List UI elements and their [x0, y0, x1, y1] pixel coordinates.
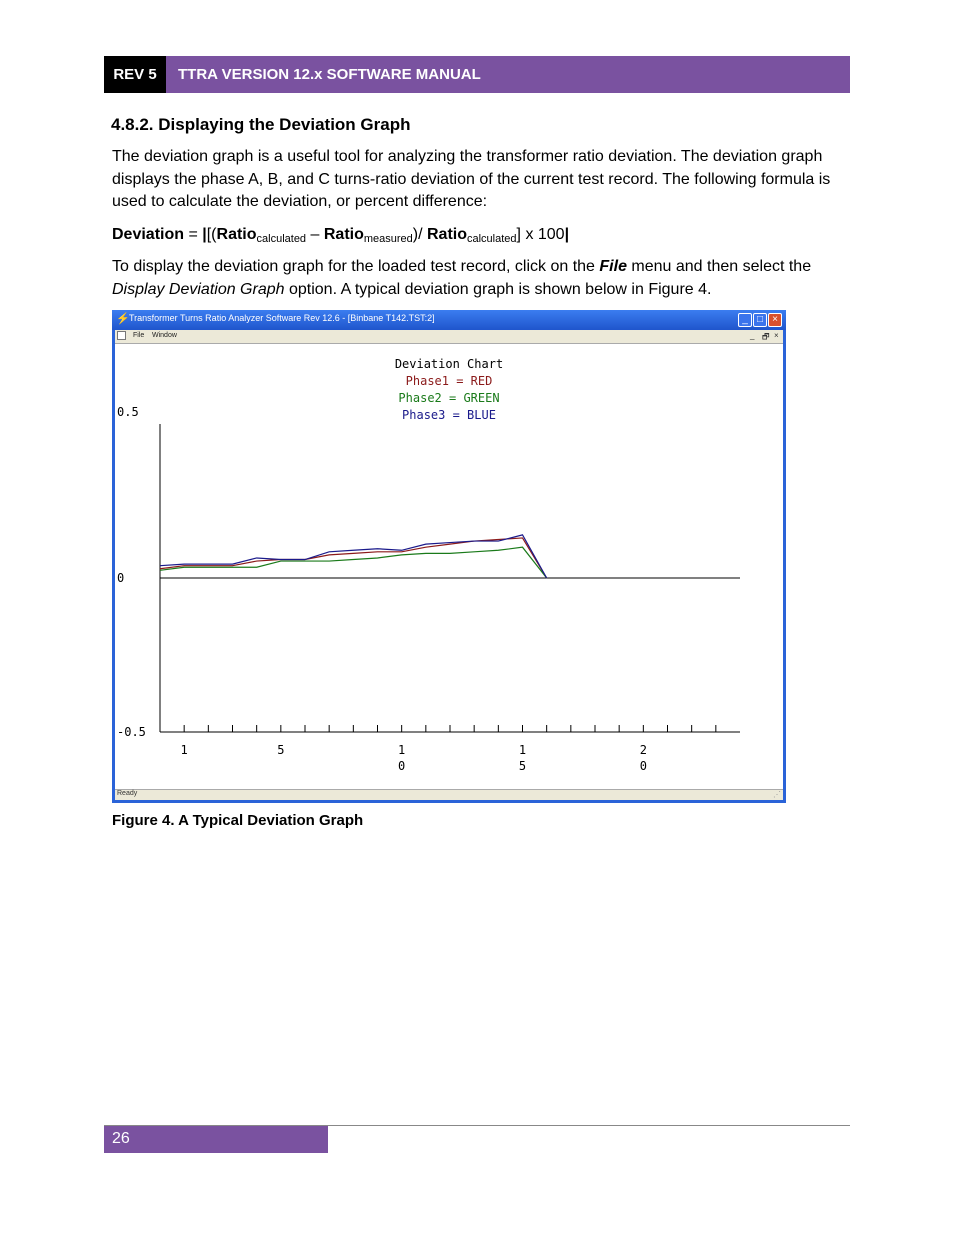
- manual-title: TTRA VERSION 12.x SOFTWARE MANUAL: [166, 56, 850, 93]
- close-button[interactable]: ×: [768, 313, 782, 327]
- formula-ratio-1: Ratio: [216, 226, 257, 243]
- deviation-chart-panel: [115, 343, 783, 790]
- window-title: Transformer Turns Ratio Analyzer Software Rev 12.6 - [Binbane T142.TST:2]: [129, 313, 435, 323]
- formula-minus: –: [306, 226, 324, 243]
- formula-bar-right: |: [564, 226, 570, 243]
- x-tick-label: 0: [398, 759, 406, 773]
- x-tick-label: 0: [639, 759, 647, 773]
- display-option-ref: Display Deviation Graph: [112, 280, 285, 298]
- page-header: [104, 56, 850, 93]
- formula-sub-calc-2: calculated: [467, 233, 517, 245]
- x-tick-label: 1: [180, 743, 188, 757]
- maximize-button[interactable]: □: [753, 313, 767, 327]
- x-tick-label: 5: [277, 743, 285, 757]
- formula-mid: )/: [412, 226, 427, 243]
- x-tick-label: 1: [518, 743, 527, 757]
- deviation-chart: [115, 344, 783, 789]
- formula-close: ] x 100: [516, 226, 565, 243]
- x-tick-label: 2: [639, 743, 647, 757]
- instructions-paragraph: [112, 256, 842, 301]
- app-lightning-icon: ⚡: [116, 313, 130, 325]
- series-line-phase1: [160, 538, 547, 578]
- window-client: [115, 330, 783, 800]
- window-titlebar[interactable]: [112, 310, 786, 330]
- mdi-close-button[interactable]: ×: [774, 331, 779, 340]
- resize-grip-icon[interactable]: ⋰: [773, 790, 781, 799]
- x-tick-label: 5: [518, 759, 527, 773]
- y-tick-label: 0.5: [117, 405, 139, 419]
- formula-ratio-3: Ratio: [427, 226, 467, 243]
- formula-sub-calc-1: calculated: [256, 233, 307, 245]
- page-number: 26: [104, 1126, 328, 1153]
- instr-text-3: option. A typical deviation graph is shown below in Figure 4.: [284, 280, 712, 298]
- intro-paragraph: The deviation graph is a useful tool for analyzing the transformer ratio deviation. The deviation graph displays the phase A, B, and C turns-ratio deviation of the current test record. The following formula is used to calculate the deviation, or percent difference:: [112, 148, 831, 210]
- deviation-formula: [112, 224, 569, 250]
- legend-entry-3: Phase3 = BLUE: [402, 408, 496, 422]
- app-window: [112, 310, 786, 803]
- formula-bar-left: |: [202, 226, 207, 243]
- formula-equals: =: [184, 226, 203, 243]
- minimize-button[interactable]: _: [738, 313, 752, 327]
- instr-text-1: To display the deviation graph for the loaded test record, click on the: [112, 258, 600, 275]
- formula-ratio-2: Ratio: [323, 226, 364, 243]
- menu-bar: [115, 330, 783, 342]
- series-line-phase2: [160, 547, 547, 578]
- mdi-restore-button[interactable]: 🗗: [762, 332, 770, 341]
- formula-open: [(: [206, 226, 217, 243]
- document-icon[interactable]: [117, 331, 126, 340]
- menu-window[interactable]: Window: [152, 332, 177, 339]
- mdi-minimize-button[interactable]: _: [750, 331, 755, 340]
- formula-label: Deviation: [112, 226, 185, 243]
- revision-label: REV 5: [104, 56, 166, 93]
- y-tick-label: -0.5: [117, 725, 146, 739]
- menu-file[interactable]: File: [133, 332, 145, 339]
- x-tick-label: 1: [398, 743, 406, 757]
- figure-caption: Figure 4. A Typical Deviation Graph: [112, 812, 364, 829]
- status-bar-text: Ready: [117, 790, 138, 797]
- y-tick-label: 0: [117, 571, 125, 585]
- legend-entry-2: Phase2 = GREEN: [398, 391, 500, 405]
- legend-entry-1: Phase1 = RED: [405, 374, 493, 388]
- instr-text-2: menu and then select the: [626, 258, 812, 275]
- formula-sub-meas: measured: [363, 233, 413, 245]
- chart-title: Deviation Chart: [394, 357, 504, 371]
- section-title: 4.8.2. Displaying the Deviation Graph: [111, 115, 411, 134]
- series-line-phase3: [160, 535, 547, 578]
- file-menu-ref: File: [599, 258, 627, 275]
